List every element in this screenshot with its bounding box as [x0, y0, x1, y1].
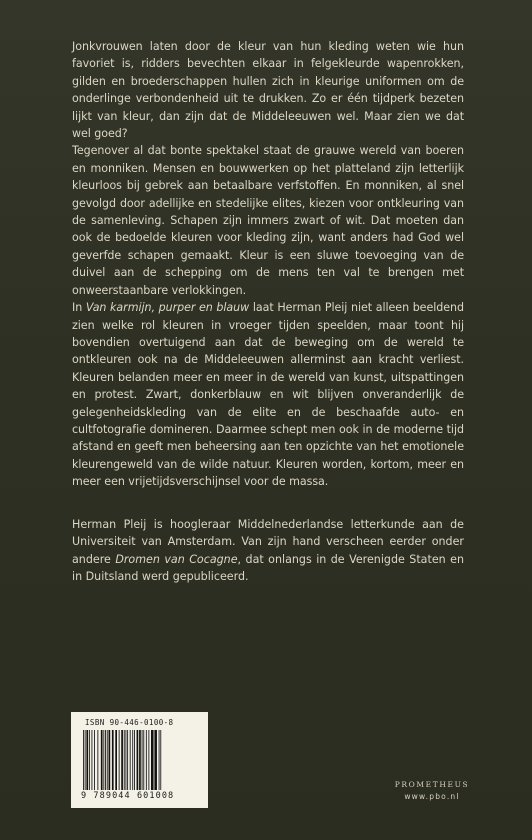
- text-run: laat Herman Pleij niet alleen beeldend zien welke rol kleuren in vroeger tijden speelden, maar toont hij bovendien overtuigend aan dat de beweging om de wereld te ontkleuren ook na de Middeleeuwen allerminst aan kracht verliest. Kleuren belanden meer en meer in de wereld van kunst, uitspattingen en protest. Zwart, donkerblauw en wit blijven onveranderlijk de gelegenheidskleding van de elite en de beschaafde auto- en cultfotografie domineren. Daarmee schept men ook in de moderne tijd afstand en geeft men beheersing aan ten opzichte van het emotionele kleurengeweld van de wilde natuur. Kleuren worden, kortom, meer en meer een vrijetijdsverschijnsel voor de massa.: [72, 301, 465, 489]
- barcode-bar: [142, 730, 143, 790]
- blurb-paragraph-3: [72, 299, 464, 490]
- barcode-bar: [159, 730, 160, 790]
- barcode-bar: [130, 730, 131, 790]
- barcode-bar: [119, 730, 120, 790]
- barcode-bar: [115, 730, 117, 790]
- isbn-number: ISBN 90-446-0100-8: [85, 718, 174, 727]
- publisher-name: PROMETHEUS: [394, 780, 470, 789]
- barcode-bar: [139, 730, 141, 790]
- text-run: In: [72, 301, 86, 315]
- publisher-imprint: [387, 780, 477, 801]
- barcode-bar: [154, 730, 157, 790]
- barcode-bar: [148, 730, 149, 790]
- barcode-bar: [89, 730, 90, 790]
- barcode-bar: [107, 730, 108, 790]
- barcode-bar: [94, 730, 95, 790]
- barcode-bars: [81, 730, 197, 790]
- barcode-bar: [101, 730, 103, 790]
- barcode-bar: [146, 730, 147, 790]
- barcode-bar: [137, 730, 139, 790]
- barcode-bar: [143, 730, 144, 790]
- barcode-bar: [151, 730, 154, 790]
- italic-title: Van karmijn, purper en blauw: [85, 301, 250, 315]
- publisher-url: www.pbo.nl: [404, 792, 460, 801]
- author-bio-paragraph: [72, 516, 464, 586]
- barcode-bar: [86, 730, 88, 790]
- barcode-bar: [97, 730, 98, 790]
- barcode-bar: [83, 730, 84, 790]
- author-bio: [72, 516, 464, 586]
- barcode-digits: 9 789044 601008: [81, 791, 175, 801]
- blurb-text: [72, 38, 464, 491]
- barcode-bar: [92, 730, 93, 790]
- text-run: Jonkvrouwen laten door de kleur van hun kleding weten wie hun favoriet is, ridders bevechten elkaar in felgekleurde wapenrokken, gilden en broederschappen hullen zich in kleurige uniformen om de onderlinge verbondenheid uit te drukken. Zo er één tijdperk bezeten lijkt van kleur, dan zijn dat de Middeleeuwen wel. Maar zien we dat wel goed?: [72, 40, 464, 141]
- blurb-paragraph-1: [72, 38, 464, 142]
- barcode-bar: [112, 730, 114, 790]
- barcode-bar: [124, 730, 125, 790]
- barcode-bar: [105, 730, 106, 790]
- barcode-bar: [127, 730, 128, 790]
- text-run: , dat onlangs in de Verenigde Staten en in Duitsland werd gepubliceerd.: [72, 552, 464, 584]
- text-run: Herman Pleij is hoogleraar Middelnederlandse letterkunde aan de Universiteit van Amsterdam. Van zijn hand verscheen eerder onder andere: [72, 518, 464, 566]
- barcode-label: [71, 712, 208, 808]
- italic-title: Dromen van Cocagne: [115, 552, 238, 566]
- barcode-bar: [85, 730, 86, 790]
- text-run: Tegenover al dat bonte spektakel staat de grauwe wereld van boeren en monniken. Mensen en bouwwerken op het platteland zijn letterlijk kleurloos bij gebrek aan betaalbare verfstoffen. En monniken, al snel gevolgd door adellijke en stedelijke elites, kiezen voor ontkleuring van de samenleving. Schapen zijn immers zwart of wit. Dat moeten dan ook de bedoelde kleuren voor kleding zijn, want anders had God wel geverfde schapen gemaakt. Kleur is een sluwe toevoeging van de duivel aan de schepping om de mens ten val te brengen met onweerstaanbare verlokkingen.: [72, 144, 464, 297]
- barcode-bar: [103, 730, 104, 790]
- barcode-bar: [132, 730, 133, 790]
- barcode-bar: [126, 730, 127, 790]
- blurb-paragraph-2: [72, 142, 464, 299]
- barcode-bar: [134, 730, 135, 790]
- barcode-bar: [121, 730, 123, 790]
- barcode-bar: [109, 730, 111, 790]
- barcode-bar: [160, 730, 161, 790]
